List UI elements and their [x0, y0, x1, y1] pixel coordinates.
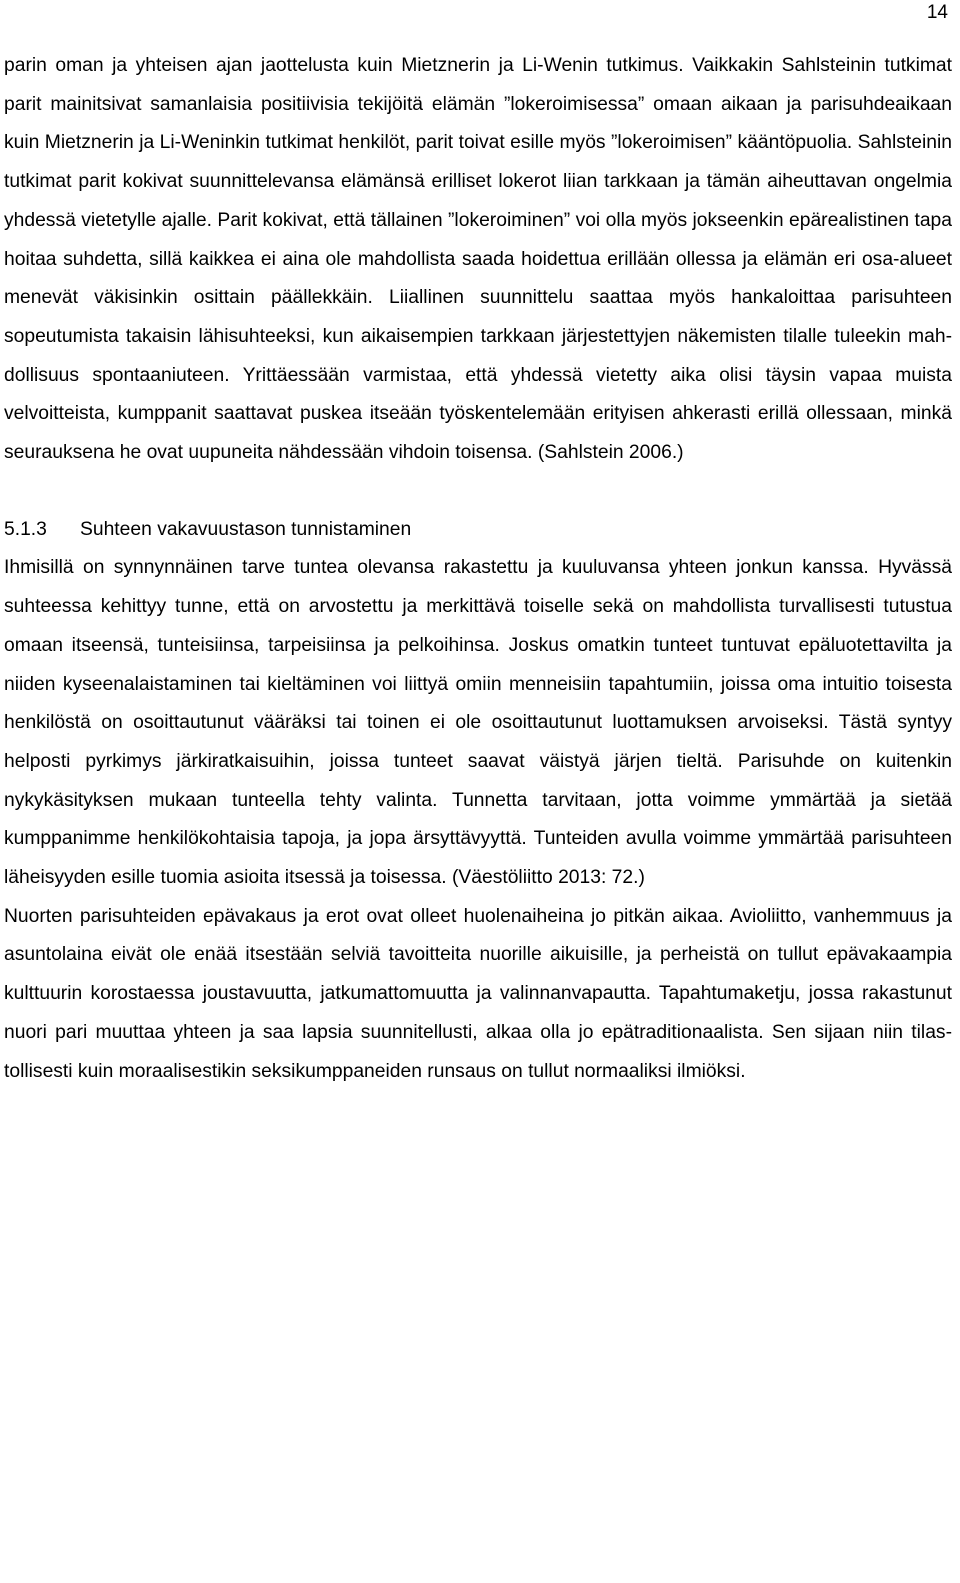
page-number: 14 [926, 2, 948, 23]
section-number: 5.1.3 [4, 518, 47, 540]
paragraph-nuorten-parisuhteet: Nuorten parisuhteiden epävakaus ja erot ovat olleet huolenaiheina jo pitkän aikaa. Avioliitto, vanhemmuus ja asuntolaina eivät ole enää itsestään selviä tavoitteita nuorille aikuisille, ja perheistä on tullut epävakaampia kulttuurin korostaessa joustavuutta, jatkumattomuutta ja valinnanvapautta. Tapahtumaketju, jossa rakastunut nuori pari muuttaa yhteen ja saa lapsia suunnitellusti, alkaa olla jo epätraditionaalista. Sen sijaan niin tilastollisesti kuin moraalisestikin seksikumppaneiden runsaus on tullut normaaliksi ilmiöksi. [4, 905, 952, 1082]
paragraph-tunteet: Ihmisillä on synnynnäinen tarve tuntea olevansa rakastettu ja kuuluvansa yhteen jonkun kanssa. Hyvässä suhteessa kehittyy tunne, että on arvostettu ja merkittävä toiselle sekä on mahdollista turvallisesti tutustua omaan itseensä, tunteisiinsa, tarpeisiinsa ja pelkoihinsa. Joskus omatkin tunteet tuntuvat epäluotettavilta ja niiden kyseenalaistaminen tai kieltäminen voi liittyä omiin menneisiin tapahtumiin, joissa oma intuitio toisesta henkilöstä on osoittautunut vääräksi tai toinen ei ole osoittautunut luottamuksen arvoiseksi. Tästä syntyy helposti pyrkimys järkiratkaisuihin, joissa tunteet saavat väistyä järjen tieltä. Parisuhde on kuitenkin nykykäsityksen mukaan tunteella tehty valinta. Tunnetta tarvitaan, jotta voimme ymmärtää ja sietää kumppanimme henkilökohtaisia tapoja, ja jopa ärsyttävyyttä. Tunteiden avulla voimme ymmärtää parisuhteen läheisyyden esille tuomia asioita itsessä ja toisessa. (Väestöliitto 2013: 72.) [4, 557, 952, 889]
section-title: Suhteen vakavuustason tunnistaminen [80, 518, 412, 540]
section-heading [4, 511, 952, 550]
document-body [4, 47, 952, 1091]
paragraph-lokeroiminen: parin oman ja yhteisen ajan jaottelusta kuin Mietznerin ja Li-Wenin tutkimus. Vaikkakin Sahlsteinin tutkimat parit mainitsivat samanlaisia positiivisia tekijöitä elämän ”lokeroimisessa” omaan aikaan ja parisuhdeaikaan kuin Mietznerin ja Li-Weninkin tutkimat henkilöt, parit toivat esille myös ”lokeroimisen” kääntöpuolia. Sahlsteinin tutkimat parit kokivat suunnittelevansa elämänsä erilliset lokerot liian tarkkaan ja tämän aiheuttavan ongelmia yhdessä vietetylle ajalle. Parit kokivat, että tällainen ”lokeroiminen” voi olla myös jokseenkin epärealistinen tapa hoitaa suhdetta, sillä kaikkea ei aina ole mahdollista saada hoidettua erillään ollessa ja elämän eri osa-alueet menevät väkisinkin osittain päällekkäin. Liiallinen suunnittelu saattaa myös hankaloittaa parisuhteen sopeutumista takaisin lähisuhteeksi, kun aikaisempien tarkkaan järjestettyjen näkemisten tilalle tuleekin mahdollisuus spontaaniuteen. Yrittäessään varmistaa, että yhdessä vietetty aika olisi täysin vapaa muista velvoitteista, kumppanit saattavat puskea itseään työskentelemään erityisen ahkerasti erillä ollessaan, minkä seurauksena he ovat uupuneita nähdessään vihdoin toisensa. (Sahlstein 2006.) [4, 55, 952, 464]
